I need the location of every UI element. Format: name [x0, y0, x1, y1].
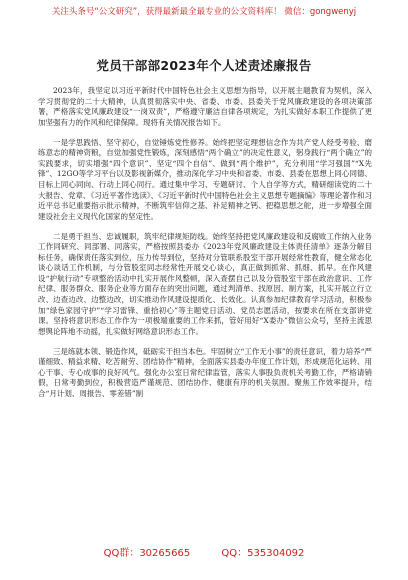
paragraph-intro: 2023年，我坚定以习近平新时代中国特色社会主义思想为指导，以开展主题教育为契机，深入学习贯彻党的二十大精神，认真贯彻落实中央、省委、市委、县委关于党风廉政建设的各项决策部署，严格落实党风廉政建设“一岗双责”，严格遵守廉洁自律各项规定，为扎实做好本职工作提供了更加坚强有力的作风和纪律保障。现将有关情况报告如下。 [38, 86, 372, 127]
banner-wechat-text: 微信：gongwenyj [284, 7, 357, 17]
footer-qq: QQ：535304092 [221, 548, 305, 559]
banner-promo-text: 关注头条号“公文研究”，获得最新最全最专业的公文资料库！ [51, 7, 282, 17]
promo-banner [24, 6, 384, 19]
document-title: 党员干部部2023年个人述责述廉报告 [96, 58, 312, 73]
paragraph-section-1: 一是学思践悟、坚守初心，自觉锤炼党性修养。始终把坚定理想信念作为共产党人经受考验、磨练意志的精神资粮，自觉加强党性锻炼，深刻感悟“两个确立”的决定性意义，躬身践行“两个确立”的实践要求，切实增强“四个意识”、坚定“四个自信”、做到“两个维护”，充分利用“学习强国”“X先锋”、12GO等学习平台以及影视新媒介，推动深化学习中央和省委、市委、县委在思想上同心同德、目标上同心同向、行动上同心同行。通过集中学习、专题研讨、个人自学等方式，精研细读党的二十大报告、党章、《习近平著作选读》、《习近平新时代中国特色社会主义思想专题摘编》等理论著作和习近平总书记重要指示批示精神，不断筑牢信仰之基、补足精神之钙、把稳思想之舵，进一步增强全面建设社会主义现代化国家的坚定性。 [38, 137, 372, 221]
document-body [38, 86, 372, 536]
paragraph-section-3: 三是练就本领、锻造作风，砥砺实干担当本色。牢固树立“工作无小事”的责任意识，着力培养“严谨细致、精益求精、吃苦耐劳、团结协作”精神，全面落实县委办年度工作计划，形成规范化运转、用心干事、专心成事的良好风气。强化办公室日常纪律监管，落实人事股负责机关考勤工作，严格请销假，日常考勤到位，积极营造严谨规范、团结协作、健康有序的机关氛围。聚焦工作效率提升，结合“月计划、周报告、零差错”制 [38, 346, 372, 398]
footer-qq-group: QQ群：30265665 [103, 548, 191, 559]
paragraph-section-2: 二是勇于担当、忠诚履职，筑牢纪律规矩防线。始终坚持把党风廉政建设和反腐败工作纳入业务工作同研究、同部署、同落实，严格按照县委办《2023年党风廉政建设主体责任清单》逐条分解目标任务，确保责任落实到位，压力传导到位，坚持对分管联系股室干部开展经常性教育，健全常态化谈心谈话工作机制，与分管股室同志经常性开展交心谈心，真正做到抓常、抓细、抓早。在作风建设“护航行动”专项整治活动中扎实开展作风整顿，深入查摆自己以及分管股室干部在政治意识、工作纪律、服务群众、服务企业等方面存在的突出问题，通过判清单、找原因、制方案，扎实开展立行立改、边查边改、边整边改，切实推动作风建设提质化、长效化。认真参加纪律教育学习活动，积极参加“绿色家园守护”“学习雷锋、重拾初心”等主题党日活动、党员志愿活动，按要求在所在支部讲党课。坚持将意识形态工作作为一项极端重要的工作来抓，管好用好“X委办”微信公众号，坚持主流思想舆论阵地不动摇，扎实做好网络意识形态工作。 [38, 231, 372, 336]
contact-footer [0, 544, 408, 559]
